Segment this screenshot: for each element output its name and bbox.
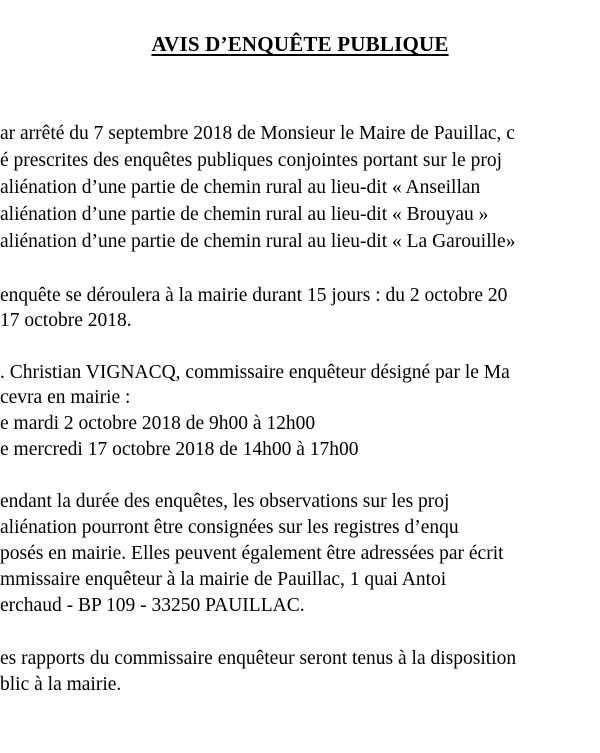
arrete-line-2: é prescrites des enquêtes publiques conjointes portant sur le proj (0, 150, 502, 171)
arrete-line-4: aliénation d’une partie de chemin rural au lieu-dit « Brouyau » (0, 204, 489, 225)
permanence-line-1: e mardi 2 octobre 2018 de 9h00 à 12h00 (0, 413, 316, 434)
observations-line-4: mmissaire enquêteur à la mairie de Pauillac, 1 quai Antoi (0, 569, 447, 590)
observations-line-5: erchaud - BP 109 - 33250 PAUILLAC. (0, 595, 305, 616)
arrete-line-3: aliénation d’une partie de chemin rural au lieu-dit « Anseillan (0, 177, 481, 198)
commissaire-line-1: . Christian VIGNACQ, commissaire enquêteur désigné par le Ma (0, 362, 510, 383)
arrete-line-5: aliénation d’une partie de chemin rural au lieu-dit « La Garouille» (0, 231, 516, 252)
rapports-line-1: es rapports du commissaire enquêteur seront tenus à la disposition (0, 648, 517, 669)
duration-line-1: enquête se déroulera à la mairie durant 15 jours : du 2 octobre 20 (0, 285, 508, 306)
arrete-line-1: ar arrêté du 7 septembre 2018 de Monsieur le Maire de Pauillac, c (0, 123, 515, 144)
rapports-line-2: blic à la mairie. (0, 674, 122, 695)
document-title: AVIS D’ENQUÊTE PUBLIQUE (151, 32, 449, 56)
observations-line-1: endant la durée des enquêtes, les observations sur les proj (0, 491, 450, 512)
observations-line-3: posés en mairie. Elles peuvent également être adressées par écrit (0, 543, 504, 564)
commissaire-line-2: cevra en mairie : (0, 387, 131, 408)
permanence-line-2: e mercredi 17 octobre 2018 de 14h00 à 17h00 (0, 439, 359, 460)
duration-line-2: 17 octobre 2018. (0, 310, 132, 331)
observations-line-2: aliénation pourront être consignées sur les registres d’enqu (0, 517, 459, 538)
